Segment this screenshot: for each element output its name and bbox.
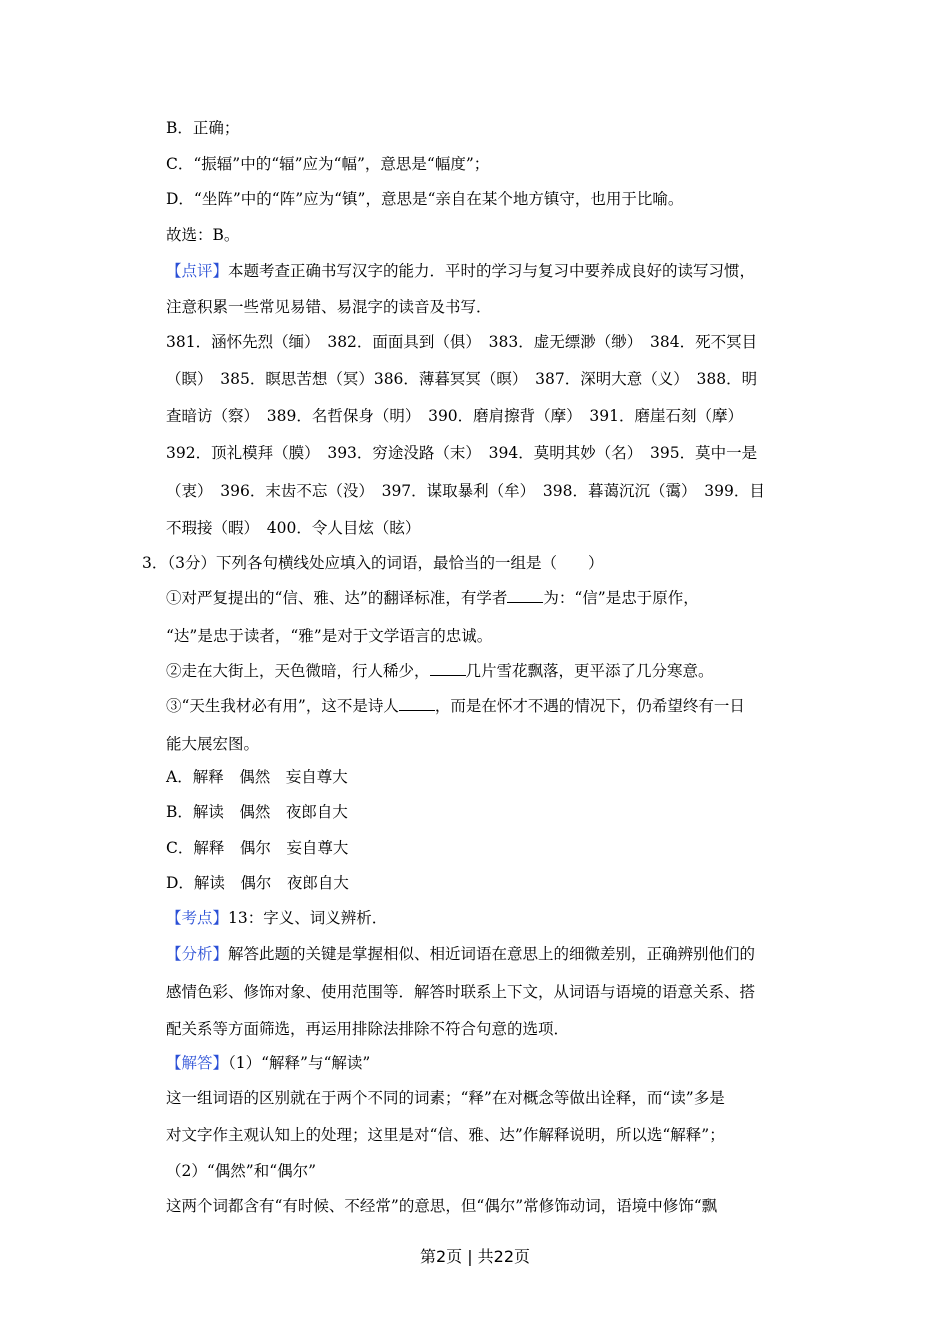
- option-d: D．解读 偶尔 夜郎自大: [166, 874, 349, 892]
- jieda-line-1: [166, 1053, 370, 1073]
- jieda-para-2: 对文字作主观认知上的处理；这里是对“信、雅、达”作解释说明，所以选“解释”；: [166, 1126, 725, 1144]
- blank-2: [430, 661, 466, 676]
- option-a: A．解释 偶然 妄自尊大: [166, 768, 348, 786]
- fenxi-line-3: 配关系等方面筛选，再运用排除法排除不符合句意的选项．: [166, 1020, 570, 1038]
- list-line-3: 查暗访（察） 389．名哲保身（明） 390．磨肩擦背（摩） 391．磨崖石刻（摩）: [166, 407, 744, 425]
- jieda-para-1: 这一组词语的区别就在于两个不同的词素；“释”在对概念等做出诠释，而“读”多是: [166, 1089, 725, 1107]
- page-footer: 第2页 | 共22页: [419, 1247, 531, 1266]
- jieda-para-4: 这两个词都含有“有时候、不经常”的意思，但“偶尔”常修饰动词，语境中修饰“飘: [166, 1197, 718, 1215]
- choose-line: 故选：B。: [166, 226, 240, 244]
- list-line-2: （瞑） 385．瞑思苦想（冥）386．薄暮冥冥（暝） 387．深明大意（义） 388．明: [166, 370, 758, 388]
- option-c: C．解释 偶尔 妄自尊大: [166, 839, 349, 857]
- option-b: B．解读 偶然 夜郎自大: [166, 803, 348, 821]
- list-line-5: （衷） 396．末齿不忘（没） 397．谋取暴利（牟） 398．暮蔼沉沉（霭） 399．目: [166, 482, 765, 500]
- fenxi-tag: 【分析】: [166, 945, 229, 963]
- answer-b-line: B．正确；: [166, 119, 240, 137]
- sentence-1-line: [166, 588, 699, 608]
- question-stem: 3．（3分）下列各句横线处应填入的词语，最恰当的一组是（ ）: [142, 554, 604, 572]
- fenxi-line-2: 感情色彩、修饰对象、使用范围等．解答时联系上下文，从词语与语境的语意关系、搭: [166, 983, 756, 1001]
- sentence-2-part-b: 几片雪花飘落，更平添了几分寒意。: [465, 662, 714, 680]
- list-line-1: 381．涵怀先烈（缅） 382．面面具到（俱） 383．虚无缥渺（缈） 384．死不冥目: [166, 333, 758, 351]
- comment-line-1: [166, 261, 755, 281]
- sentence-3-part-b: ，而是在怀才不遇的情况下，仍希望终有一日: [434, 697, 745, 715]
- fenxi-text-1: 解答此题的关键是掌握相似、相近词语在意思上的细微差别，正确辨别他们的: [228, 945, 756, 963]
- list-line-4: 392．顶礼模拜（膜） 393．穷途没路（末） 394．莫明其妙（名） 395．莫中一是: [166, 444, 758, 462]
- sentence-3-line: [166, 696, 745, 716]
- comment-tag: 【点评】: [166, 262, 229, 280]
- sentence-1-part-b: 为：“信”是忠于原作，: [543, 589, 699, 607]
- jieda-tag: 【解答】: [166, 1054, 229, 1072]
- jieda-para-3: （2）“偶然”和“偶尔”: [166, 1162, 317, 1180]
- fenxi-line-1: [166, 944, 755, 964]
- kaodian-text: 13：字义、词义辨析．: [228, 909, 388, 927]
- sentence-3-line-2: 能大展宏图。: [166, 735, 260, 753]
- kaodian-tag: 【考点】: [166, 909, 229, 927]
- sentence-2-part-a: ②走在大街上，天色微暗，行人稀少，: [166, 662, 430, 680]
- blank-1: [507, 588, 543, 603]
- comment-text-1: 本题考查正确书写汉字的能力．平时的学习与复习中要养成良好的读写习惯，: [228, 262, 756, 280]
- sentence-1-part-a: ①对严复提出的“信、雅、达”的翻译标准，有学者: [166, 589, 508, 607]
- answer-c-line: C．“振辐”中的“辐”应为“幅”，意思是“幅度”；: [166, 155, 490, 173]
- sentence-3-part-a: ③“天生我材必有用”，这不是诗人: [166, 697, 399, 715]
- sentence-2-line: [166, 661, 714, 681]
- answer-d-line: D．“坐阵”中的“阵”应为“镇”，意思是“亲自在某个地方镇守，也用于比喻。: [166, 190, 684, 208]
- sentence-1-line-2: “达”是忠于读者，“雅”是对于文学语言的忠诚。: [166, 627, 493, 645]
- jieda-text-1: （1）“解释”与“解读”: [228, 1054, 371, 1072]
- blank-3: [399, 696, 435, 711]
- comment-line-2: 注意积累一些常见易错、易混字的读音及书写．: [166, 298, 492, 316]
- kaodian-line: [166, 908, 387, 928]
- list-line-6: 不瑕接（暇） 400．令人目炫（眩）: [166, 519, 421, 537]
